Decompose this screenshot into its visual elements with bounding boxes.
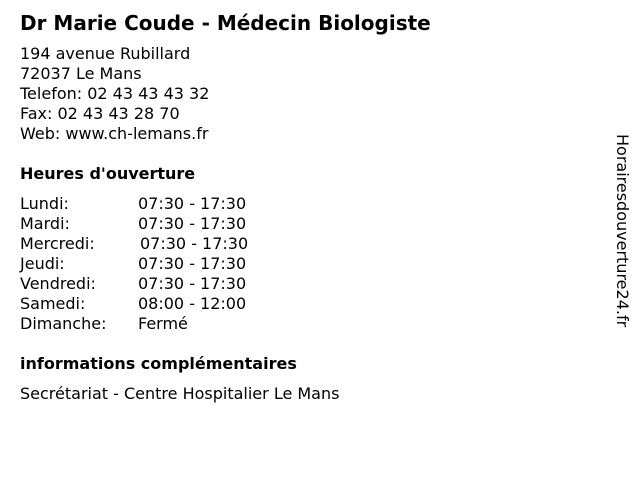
time-range: 07:30 - 17:30 <box>138 254 247 273</box>
hours-row-monday <box>20 194 248 214</box>
website: Web: www.ch-lemans.fr <box>20 124 209 143</box>
day-label: Samedi: <box>20 294 86 313</box>
hours-row-thursday <box>20 254 248 274</box>
site-watermark: Horairesdouverture24.fr <box>613 134 632 328</box>
additional-info-heading: informations complémentaires <box>20 354 297 373</box>
time-range: 07:30 - 17:30 <box>138 194 247 213</box>
additional-info-text: Secrétariat - Centre Hospitalier Le Mans <box>20 384 340 403</box>
hours-row-saturday <box>20 294 248 314</box>
time-range: Fermé <box>138 314 188 333</box>
day-label: Vendredi: <box>20 274 96 293</box>
hours-row-tuesday <box>20 214 248 234</box>
day-label: Lundi: <box>20 194 69 213</box>
address-city: 72037 Le Mans <box>20 64 142 83</box>
contact-block <box>20 44 209 144</box>
time-range: 08:00 - 12:00 <box>138 294 247 313</box>
hours-row-sunday <box>20 314 248 334</box>
fax-number: Fax: 02 43 43 28 70 <box>20 104 180 123</box>
time-range: 07:30 - 17:30 <box>138 214 247 233</box>
time-range: 07:30 - 17:30 <box>140 234 249 253</box>
opening-hours-table <box>20 194 248 334</box>
phone-number: Telefon: 02 43 43 43 32 <box>20 84 210 103</box>
address-street: 194 avenue Rubillard <box>20 44 191 63</box>
day-label: Mardi: <box>20 214 70 233</box>
hours-row-wednesday <box>20 234 248 254</box>
time-range: 07:30 - 17:30 <box>138 274 247 293</box>
hours-row-friday <box>20 274 248 294</box>
page-title: Dr Marie Coude - Médecin Biologiste <box>20 11 431 35</box>
day-label: Mercredi: <box>20 234 95 253</box>
opening-hours-heading: Heures d'ouverture <box>20 164 196 183</box>
day-label: Dimanche: <box>20 314 107 333</box>
day-label: Jeudi: <box>20 254 65 273</box>
